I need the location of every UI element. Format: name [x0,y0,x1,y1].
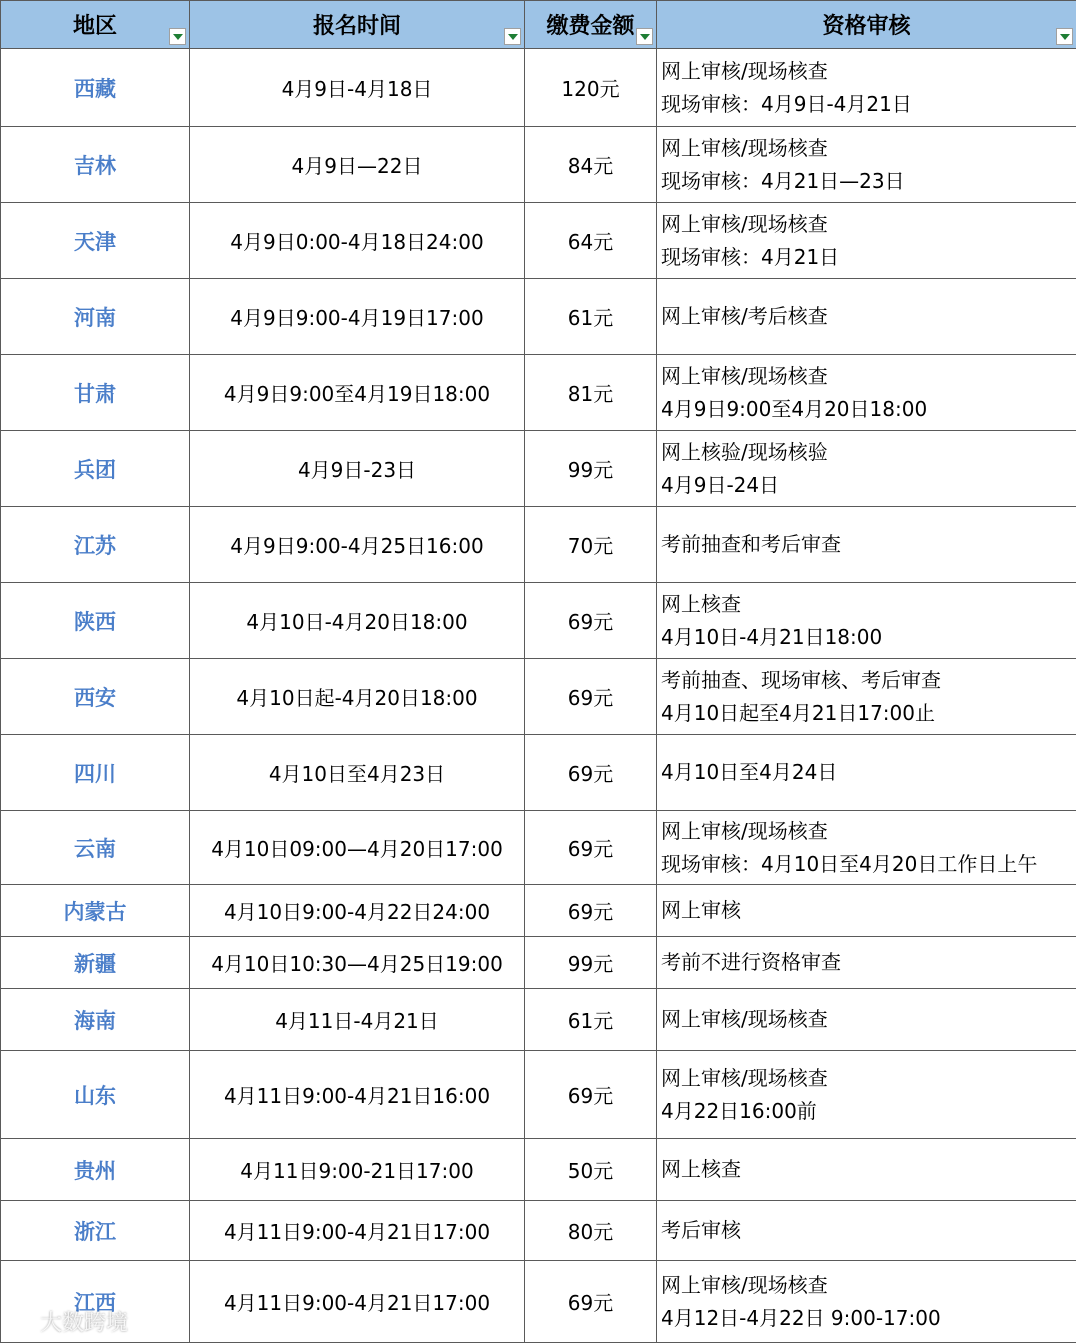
cell-audit[interactable] [657,431,1076,507]
cell-audit[interactable] [657,885,1076,937]
cell-fee[interactable]: 120元 [525,49,657,127]
table-row [1,1051,1076,1139]
audit-line: 网上审核/现场核查 [661,132,1076,165]
audit-line: 网上审核/现场核查 [661,1003,1076,1036]
audit-line: 现场审核：4月21日—23日 [661,165,1076,198]
cell-region[interactable]: 贵州 [1,1139,190,1201]
audit-line: 4月10日起至4月21日17:00止 [661,697,1076,730]
cell-region[interactable]: 河南 [1,279,190,355]
cell-time[interactable]: 4月10日9:00-4月22日24:00 [190,885,525,937]
cell-region[interactable]: 西安 [1,659,190,735]
audit-line: 网上审核/考后核查 [661,300,1076,333]
cell-audit[interactable] [657,279,1076,355]
cell-time[interactable]: 4月11日-4月21日 [190,989,525,1051]
cell-audit[interactable] [657,355,1076,431]
cell-fee[interactable]: 69元 [525,885,657,937]
filter-dropdown-icon[interactable] [1056,28,1073,45]
cell-time[interactable]: 4月9日—22日 [190,127,525,203]
table-row [1,811,1076,885]
cell-time[interactable]: 4月11日9:00-4月21日17:00 [190,1261,525,1343]
filter-dropdown-icon[interactable] [636,28,653,45]
header-fee: 缴费金额 [525,1,657,49]
table-row [1,1261,1076,1343]
cell-time[interactable]: 4月10日10:30—4月25日19:00 [190,937,525,989]
audit-line: 网上审核/现场核查 [661,1062,1076,1095]
audit-line: 网上审核/现场核查 [661,815,1076,848]
audit-line: 4月10日-4月21日18:00 [661,621,1076,654]
table-row [1,1201,1076,1261]
audit-line: 现场审核：4月10日至4月20日工作日上午 [661,848,1076,881]
cell-audit[interactable] [657,659,1076,735]
cell-time[interactable]: 4月9日-4月18日 [190,49,525,127]
audit-line: 网上核验/现场核验 [661,436,1076,469]
cell-time[interactable]: 4月10日09:00—4月20日17:00 [190,811,525,885]
cell-time[interactable]: 4月9日9:00至4月19日18:00 [190,355,525,431]
cell-region[interactable]: 海南 [1,989,190,1051]
audit-line: 网上核查 [661,588,1076,621]
header-audit: 资格审核 [657,1,1076,49]
audit-line: 网上审核/现场核查 [661,55,1076,88]
cell-region[interactable]: 内蒙古 [1,885,190,937]
table-row [1,279,1076,355]
table-row [1,203,1076,279]
cell-time[interactable]: 4月10日起-4月20日18:00 [190,659,525,735]
cell-audit[interactable] [657,583,1076,659]
filter-dropdown-icon[interactable] [169,28,186,45]
cell-audit[interactable] [657,1139,1076,1201]
cell-audit[interactable] [657,203,1076,279]
table-row [1,1139,1076,1201]
cell-fee[interactable]: 69元 [525,1261,657,1343]
cell-audit[interactable] [657,507,1076,583]
table-row [1,583,1076,659]
table-row [1,885,1076,937]
cell-region[interactable]: 新疆 [1,937,190,989]
audit-line: 现场审核：4月21日 [661,241,1076,274]
cell-region[interactable]: 陕西 [1,583,190,659]
cell-region[interactable]: 西藏 [1,49,190,127]
audit-line: 现场审核：4月9日-4月21日 [661,88,1076,121]
cell-fee[interactable]: 84元 [525,127,657,203]
header-time: 报名时间 [190,1,525,49]
audit-line: 4月22日16:00前 [661,1095,1076,1128]
table-row [1,431,1076,507]
audit-line: 4月10日至4月24日 [661,756,1076,789]
cell-region[interactable]: 山东 [1,1051,190,1139]
cell-fee[interactable]: 70元 [525,507,657,583]
cell-region[interactable]: 天津 [1,203,190,279]
table-row [1,989,1076,1051]
cell-audit[interactable] [657,127,1076,203]
cell-time[interactable]: 4月9日0:00-4月18日24:00 [190,203,525,279]
cell-audit[interactable] [657,937,1076,989]
filter-dropdown-icon[interactable] [504,28,521,45]
audit-line: 网上审核/现场核查 [661,1269,1076,1302]
audit-line: 考前不进行资格审查 [661,946,1076,979]
table-row [1,49,1076,127]
audit-line: 考后审核 [661,1214,1076,1247]
cell-time[interactable]: 4月11日9:00-4月21日16:00 [190,1051,525,1139]
table-row [1,507,1076,583]
table-row [1,127,1076,203]
cell-region[interactable]: 四川 [1,735,190,811]
cell-audit[interactable] [657,49,1076,127]
cell-fee[interactable]: 61元 [525,279,657,355]
cell-time[interactable]: 4月9日-23日 [190,431,525,507]
cell-region[interactable]: 浙江 [1,1201,190,1261]
cell-fee[interactable]: 69元 [525,1051,657,1139]
cell-fee[interactable]: 50元 [525,1139,657,1201]
table-row [1,735,1076,811]
cell-fee[interactable]: 69元 [525,811,657,885]
cell-region[interactable]: 江苏 [1,507,190,583]
cell-fee[interactable]: 81元 [525,355,657,431]
cell-time[interactable]: 4月9日9:00-4月25日16:00 [190,507,525,583]
cell-fee[interactable]: 69元 [525,735,657,811]
cell-region[interactable]: 甘肃 [1,355,190,431]
watermark: 大数跨境 [8,1306,128,1337]
cell-audit[interactable] [657,1051,1076,1139]
cell-fee[interactable]: 99元 [525,937,657,989]
audit-line: 网上审核 [661,894,1076,927]
audit-line: 网上核查 [661,1153,1076,1186]
cell-fee[interactable]: 61元 [525,989,657,1051]
header-row [1,1,1076,49]
cell-audit[interactable] [657,989,1076,1051]
cell-fee[interactable]: 69元 [525,583,657,659]
audit-line: 4月9日9:00至4月20日18:00 [661,393,1076,426]
cell-audit[interactable] [657,1261,1076,1343]
table-row [1,659,1076,735]
cell-time[interactable]: 4月10日-4月20日18:00 [190,583,525,659]
audit-line: 4月12日-4月22日 9:00-17:00 [661,1302,1076,1335]
header-region: 地区 [1,1,190,49]
cell-region[interactable]: 吉林 [1,127,190,203]
cell-fee[interactable]: 80元 [525,1201,657,1261]
cell-audit[interactable] [657,735,1076,811]
cell-fee[interactable]: 99元 [525,431,657,507]
audit-line: 网上审核/现场核查 [661,208,1076,241]
audit-line: 考前抽查、现场审核、考后审查 [661,664,1076,697]
cell-time[interactable]: 4月9日9:00-4月19日17:00 [190,279,525,355]
cell-region[interactable]: 云南 [1,811,190,885]
cell-time[interactable]: 4月10日至4月23日 [190,735,525,811]
cell-region[interactable]: 兵团 [1,431,190,507]
cell-region[interactable]: 江西 [1,1261,190,1343]
cell-fee[interactable]: 64元 [525,203,657,279]
cell-audit[interactable] [657,811,1076,885]
cell-fee[interactable]: 69元 [525,659,657,735]
table-row [1,355,1076,431]
cell-audit[interactable] [657,1201,1076,1261]
audit-line: 4月9日-24日 [661,469,1076,502]
table-row [1,937,1076,989]
audit-line: 考前抽查和考后审查 [661,528,1076,561]
audit-line: 网上审核/现场核查 [661,360,1076,393]
cell-time[interactable]: 4月11日9:00-21日17:00 [190,1139,525,1201]
cell-time[interactable]: 4月11日9:00-4月21日17:00 [190,1201,525,1261]
